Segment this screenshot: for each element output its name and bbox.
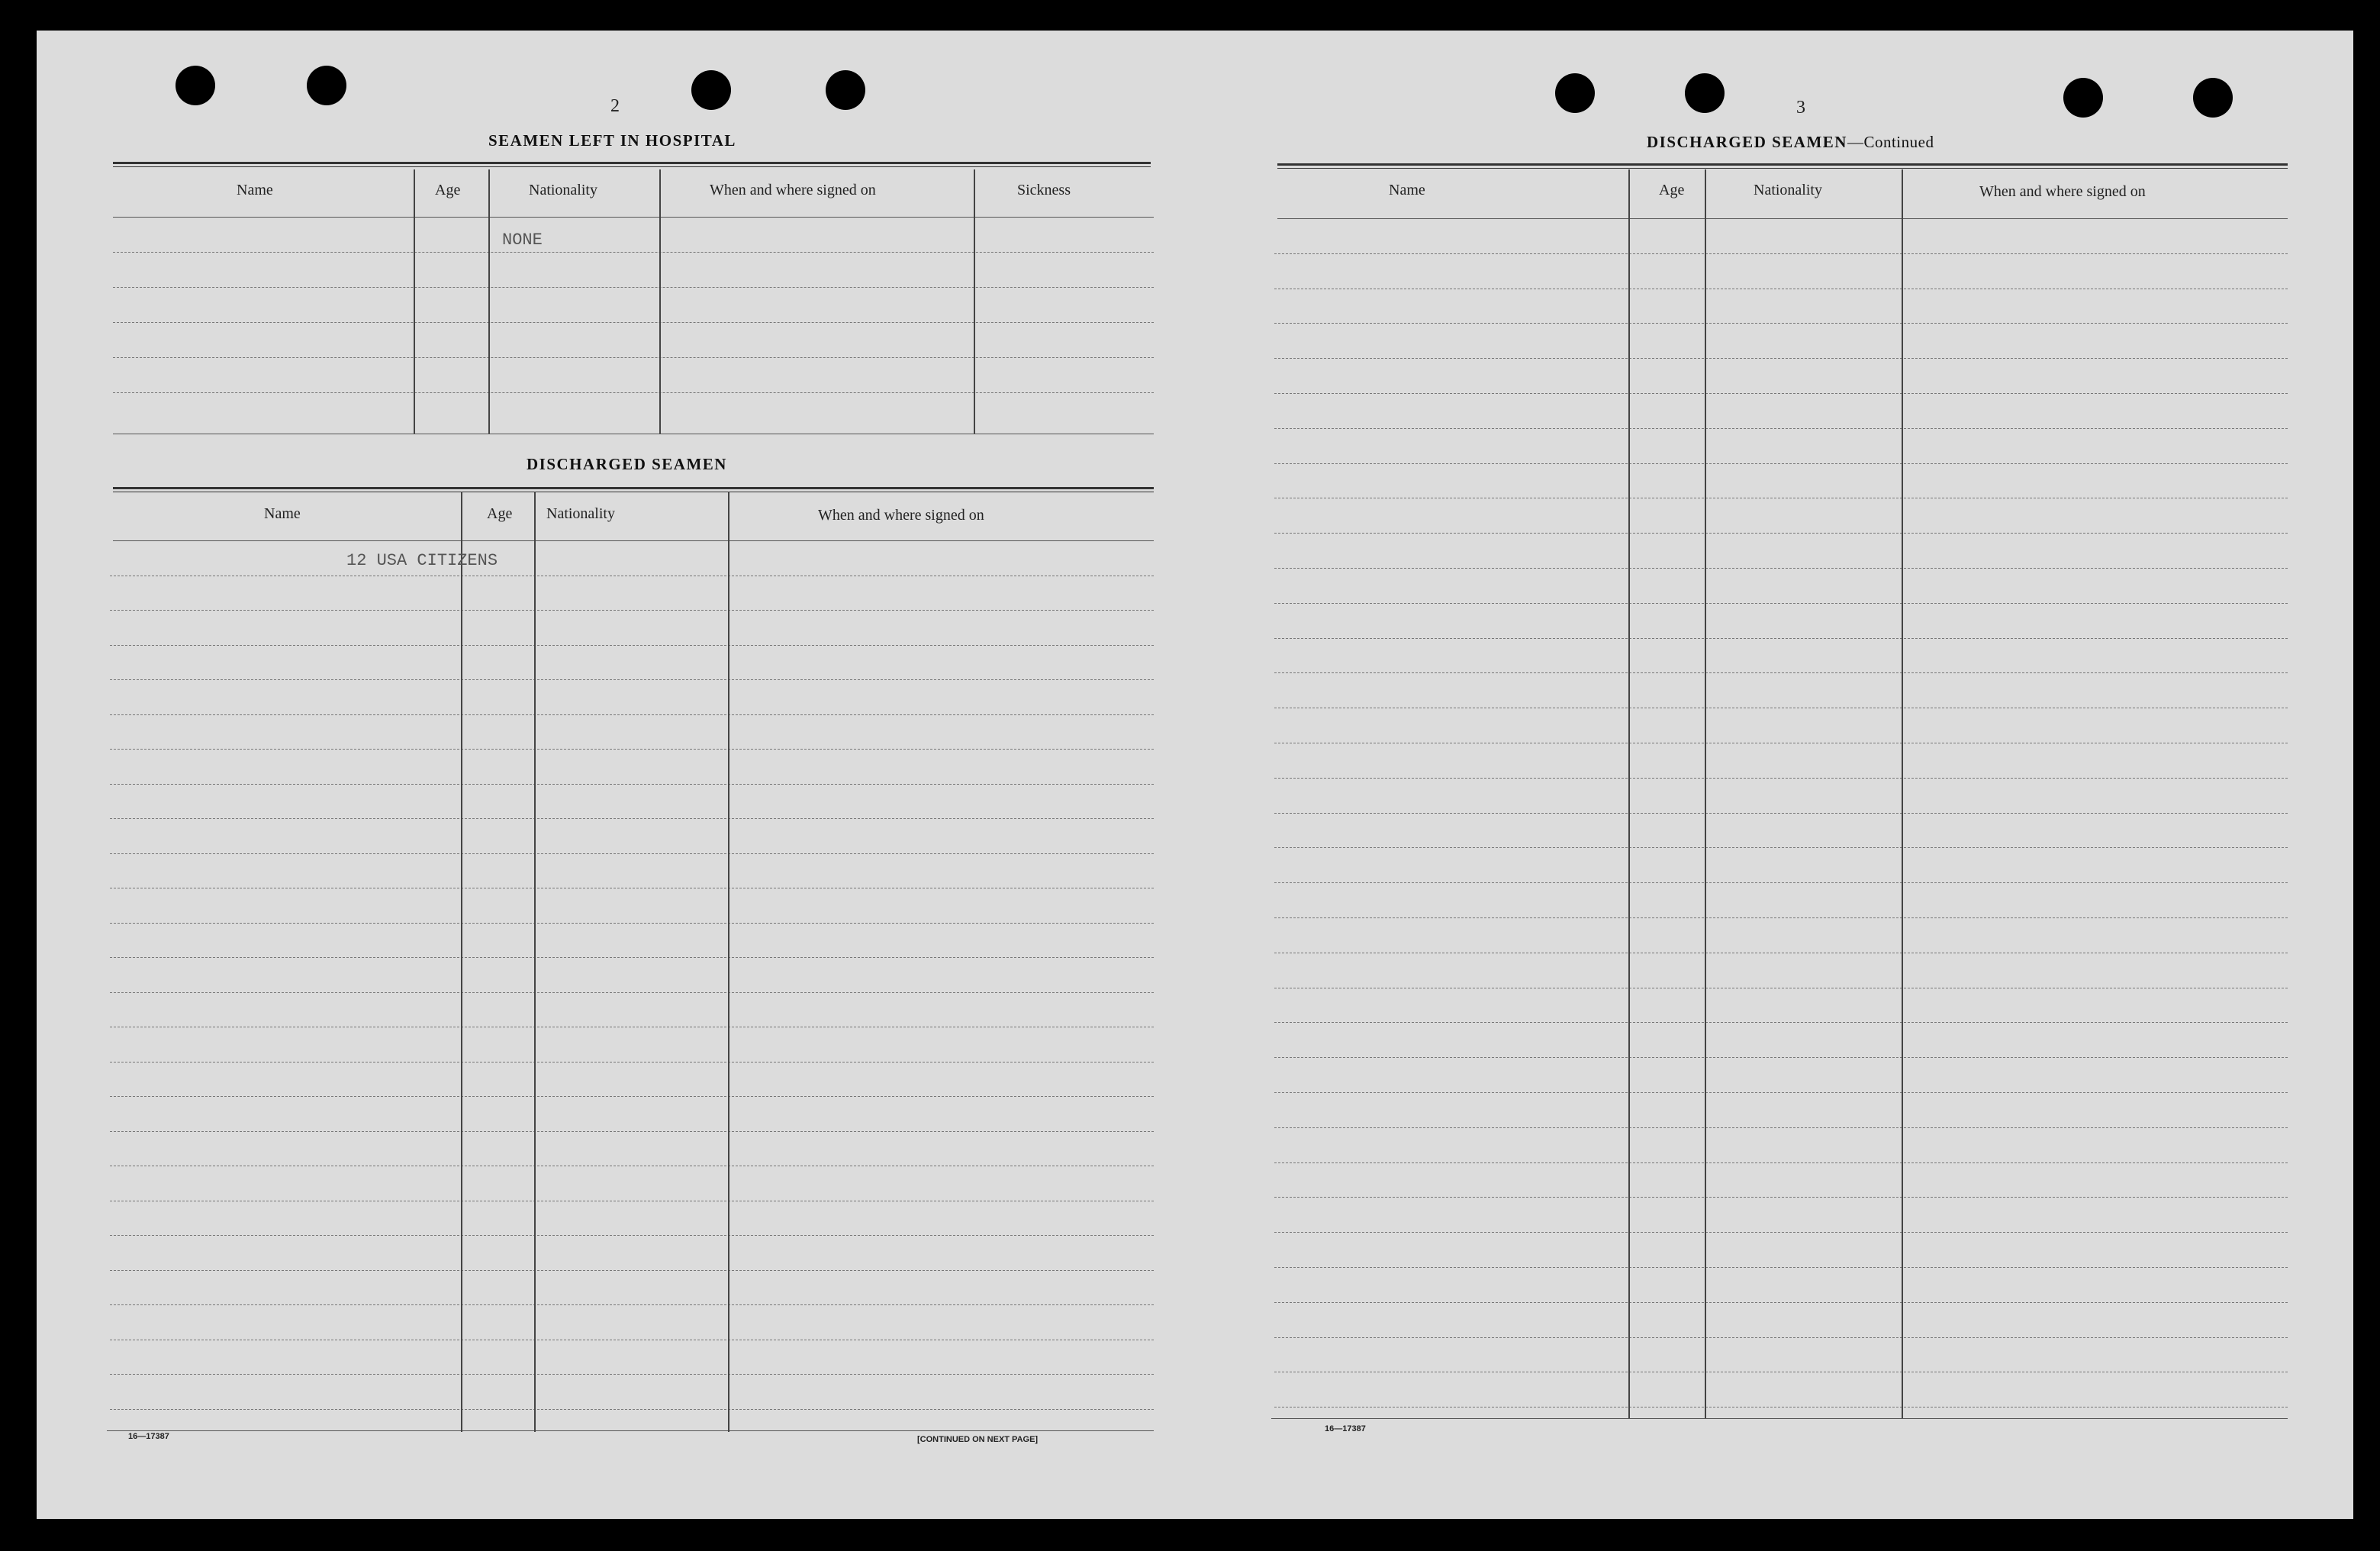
header-rule [113,540,1154,541]
column-header-sickness: Sickness [1017,182,1071,198]
column-header-nationality: Nationality [1754,182,1822,198]
column-divider [728,492,729,1432]
row-rule [110,679,1154,680]
column-divider [534,492,536,1432]
row-rule [110,957,1154,958]
row-rule [110,784,1154,785]
section-rule [113,162,1151,167]
row-rule [110,610,1154,611]
row-rule [1274,1232,2288,1233]
left-page [37,31,1196,1519]
column-divider [414,169,415,434]
column-header-signed-on: When and where signed on [818,507,984,524]
row-rule [1274,463,2288,464]
section-rule [1277,163,2288,169]
row-rule [1274,428,2288,429]
row-rule [110,645,1154,646]
column-header-signed-on: When and where signed on [1979,183,2146,200]
row-rule [1274,1197,2288,1198]
form-number: 16—17387 [128,1432,169,1441]
row-rule [1274,1092,2288,1093]
page-number: 2 [610,96,620,116]
column-header-name: Name [237,182,273,198]
form-number: 16—17387 [1325,1424,1366,1433]
row-rule [1274,603,2288,604]
row-rule [1274,533,2288,534]
row-rule [110,1131,1154,1132]
row-rule [110,1096,1154,1097]
column-header-name: Name [264,505,301,522]
row-rule [1274,1127,2288,1128]
column-header-signed-on: When and where signed on [710,182,876,198]
row-rule [110,1235,1154,1236]
row-rule [1274,1337,2288,1338]
row-rule [113,322,1154,323]
row-rule [1274,1267,2288,1268]
table-bottom-rule [107,1430,1154,1431]
header-rule [1277,218,2288,219]
column-header-nationality: Nationality [529,182,597,198]
discharged-entry: 12 USA CITIZENS [346,551,498,570]
column-header-name: Name [1389,182,1425,198]
hospital-entry: NONE [502,231,543,250]
document-sheet [37,31,2353,1519]
row-rule [110,1270,1154,1271]
row-rule [1274,1022,2288,1023]
column-header-age: Age [487,505,513,522]
row-rule [1274,568,2288,569]
row-rule [1274,358,2288,359]
header-rule [113,217,1154,218]
column-divider [488,169,490,434]
row-rule [1274,253,2288,254]
continued-note: [CONTINUED ON NEXT PAGE] [917,1435,1039,1444]
row-rule [110,1409,1154,1410]
section-title-hospital: SEAMEN LEFT IN HOSPITAL [488,131,736,150]
row-rule [110,714,1154,715]
row-rule [1274,1162,2288,1163]
column-divider [1628,169,1630,1418]
column-header-nationality: Nationality [546,505,615,522]
row-rule [1274,323,2288,324]
row-rule [1274,638,2288,639]
row-rule [1274,882,2288,883]
table-bottom-rule [1271,1418,2288,1419]
page-number: 3 [1796,98,1805,118]
right-page [1196,31,2353,1519]
column-divider [461,492,462,1432]
row-rule [110,1374,1154,1375]
row-rule [1274,778,2288,779]
row-rule [110,853,1154,854]
section-title-text: DISCHARGED SEAMEN [1647,133,1847,151]
column-divider [974,169,975,434]
row-rule [113,252,1154,253]
row-rule [110,818,1154,819]
column-header-age: Age [1659,182,1685,198]
section-title-discharged: DISCHARGED SEAMEN [527,455,727,473]
column-divider [1902,169,1903,1418]
row-rule [1274,1057,2288,1058]
section-rule [113,487,1154,492]
row-rule [110,923,1154,924]
column-header-age: Age [435,182,461,198]
section-title-discharged-continued [1647,133,1934,152]
row-rule [110,749,1154,750]
column-divider [1705,169,1706,1418]
row-rule [1274,847,2288,848]
row-rule [110,992,1154,993]
row-rule [110,1304,1154,1305]
section-title-suffix: —Continued [1847,133,1934,151]
column-divider [659,169,661,434]
row-rule [1274,672,2288,673]
row-rule [1274,1407,2288,1408]
row-rule [1274,813,2288,814]
row-rule [1274,393,2288,394]
row-rule [1274,1302,2288,1303]
row-rule [113,287,1154,288]
row-rule [1274,917,2288,918]
row-rule [113,392,1154,393]
row-rule [113,357,1154,358]
